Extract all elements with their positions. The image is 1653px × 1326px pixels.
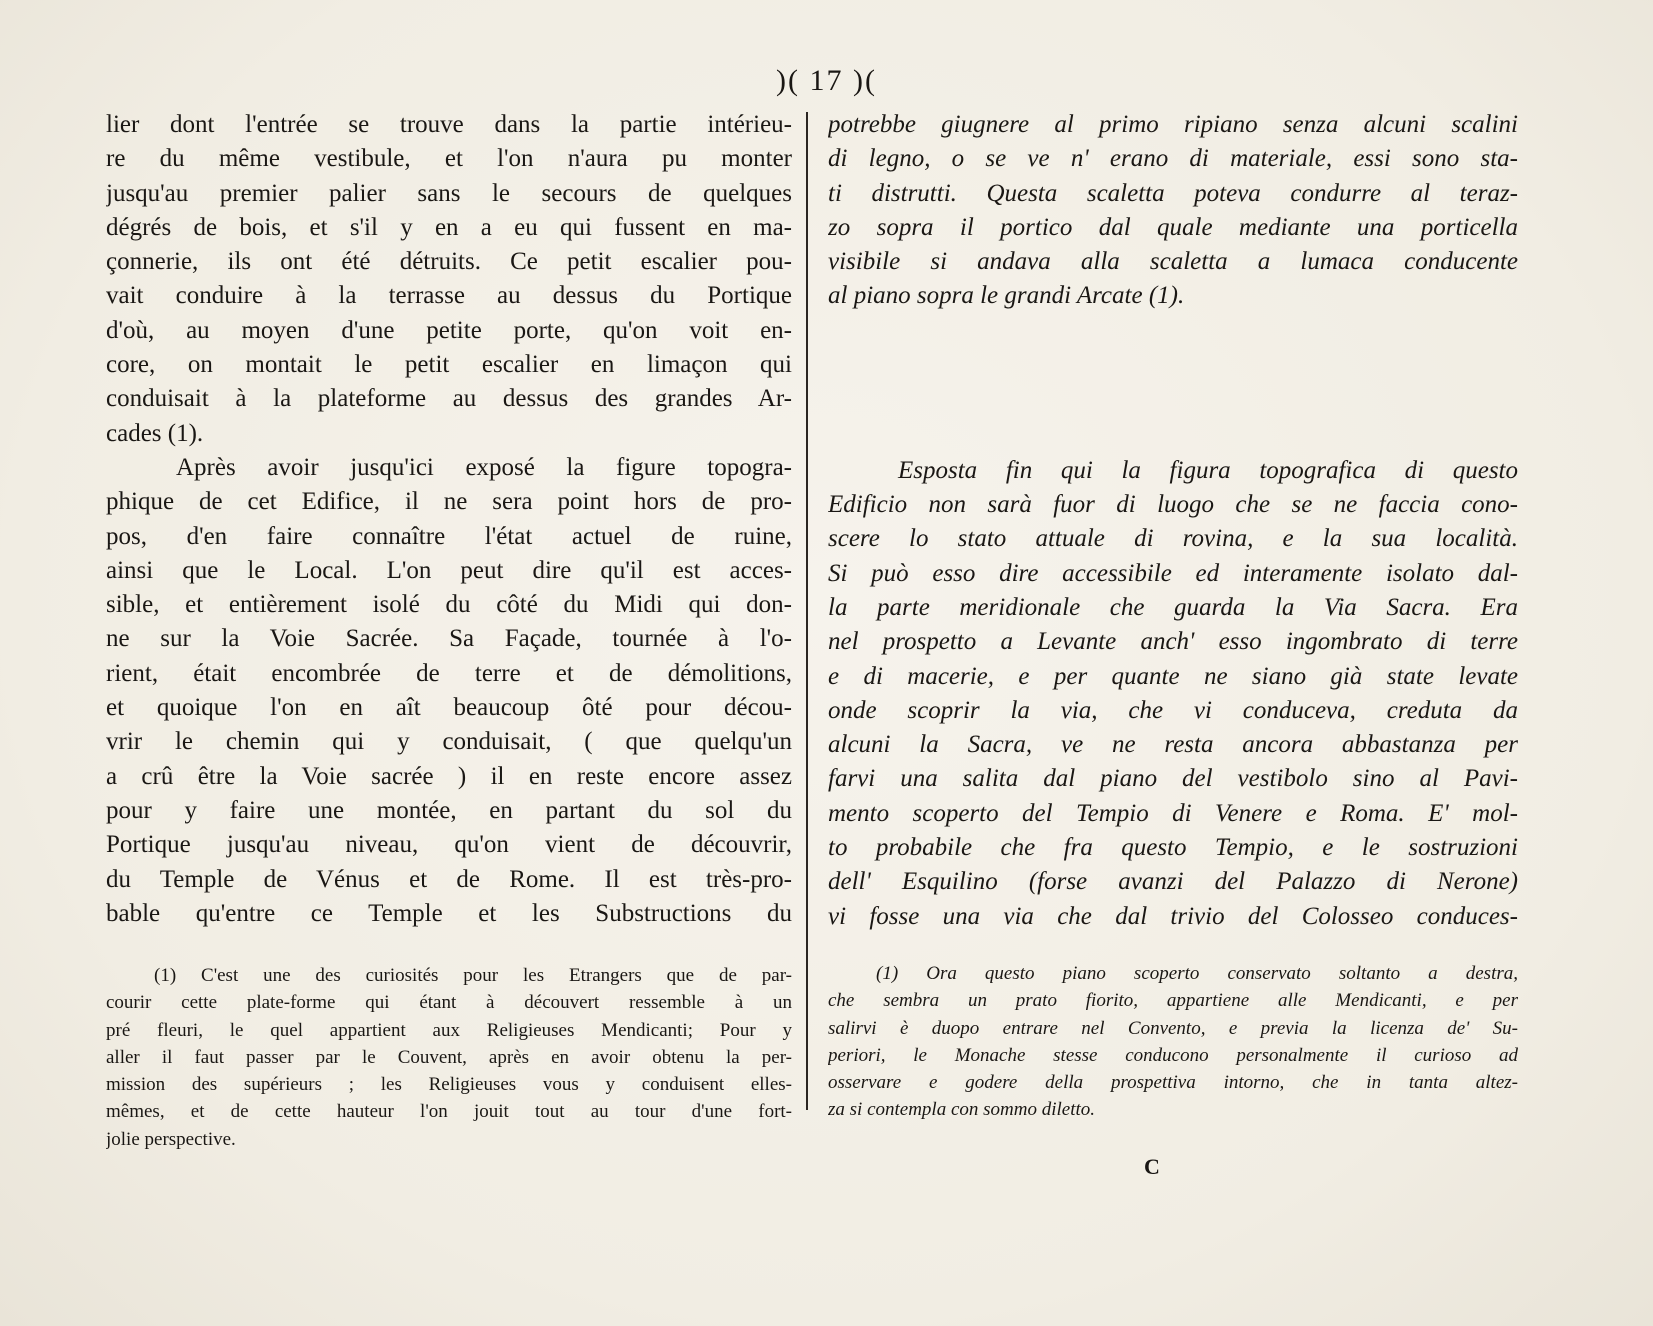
italian-line: la parte meridionale che guarda la Via Sacra. Era bbox=[828, 593, 1518, 621]
italian-footnote bbox=[828, 960, 1518, 1124]
italian-line: vi fosse una via che dal trivio del Colosseo conduces- bbox=[828, 902, 1518, 930]
french-line: ainsi que le Local. L'on peut dire qu'il est acces- bbox=[106, 556, 792, 584]
signature-mark: C bbox=[1144, 1154, 1160, 1179]
footnote-line: pré fleuri, le quel appartient aux Religieuses Mendicanti; Pour y bbox=[106, 1019, 792, 1041]
french-line: phique de cet Edifice, il ne sera point hors de pro- bbox=[106, 488, 792, 516]
footnote-line: periori, le Monache stesse conducono personalmente il curioso ad bbox=[828, 1044, 1518, 1066]
french-line: sible, et entièrement isolé du côté du Midi qui don- bbox=[106, 591, 792, 619]
french-column bbox=[106, 108, 792, 931]
footnote-line: mêmes, et de cette hauteur l'on jouit tout au tour d'une fort- bbox=[106, 1101, 792, 1123]
french-line: du Temple de Vénus et de Rome. Il est très-pro- bbox=[106, 865, 792, 893]
italian-line: scere lo stato attuale di rovina, e la sua località. bbox=[828, 525, 1518, 553]
french-line: re du même vestibule, et l'on n'aura pu monter bbox=[106, 145, 792, 173]
footnote-line: aller il faut passer par le Couvent, après en avoir obtenu la per- bbox=[106, 1046, 792, 1068]
italian-line: di legno, o se ve n' erano di materiale, essi sono sta- bbox=[828, 145, 1518, 173]
italian-paragraph-start: Esposta fin qui la figura topografica di questo bbox=[898, 456, 1518, 484]
italian-line: farvi una salita dal piano del vestibolo sino al Pavi- bbox=[828, 765, 1518, 793]
french-line: vrir le chemin qui y conduisait, ( que quelqu'un bbox=[106, 728, 792, 756]
italian-line: onde scoprir la via, che vi conduceva, creduta da bbox=[828, 696, 1518, 724]
italian-column bbox=[828, 108, 1518, 934]
french-line: et quoique l'on en aît beaucoup ôté pour décou- bbox=[106, 694, 792, 722]
italian-line: Edificio non sarà fuor di luogo che se ne faccia cono- bbox=[828, 491, 1518, 519]
italian-line: ti distrutti. Questa scaletta poteva condurre al teraz- bbox=[828, 179, 1518, 207]
italian-line: Si può esso dire accessibile ed interamente isolato dal- bbox=[828, 559, 1518, 587]
italian-line: zo sopra il portico dal quale mediante una porticella bbox=[828, 213, 1518, 241]
french-paragraph-start: Après avoir jusqu'ici exposé la figure topogra- bbox=[176, 453, 792, 481]
french-line: bable qu'entre ce Temple et les Substructions du bbox=[106, 899, 792, 927]
footnote-line: che sembra un prato fiorito, appartiene alle Mendicanti, e per bbox=[828, 990, 1518, 1012]
footnote-line: (1) Ora questo piano scoperto conservato soltanto a destra, bbox=[876, 963, 1518, 984]
french-line: vait conduire à la terrasse au dessus du Portique bbox=[106, 282, 792, 310]
footnote-line: za si contempla con sommo diletto. bbox=[828, 1099, 1096, 1121]
footnote-line: jolie perspective. bbox=[106, 1128, 236, 1150]
footnote-line: salirvi è duopo entrare nel Convento, e previa la licenza de' Su- bbox=[828, 1017, 1518, 1039]
french-line: pour y faire une montée, en partant du sol du bbox=[106, 796, 792, 824]
column-divider bbox=[806, 112, 808, 1110]
italian-line: potrebbe giugnere al primo ripiano senza alcuni scalini bbox=[828, 111, 1518, 138]
french-line: core, on montait le petit escalier en limaçon qui bbox=[106, 351, 792, 379]
french-line: a crû être la Voie sacrée ) il en reste encore assez bbox=[106, 762, 792, 790]
italian-line: nel prospetto a Levante anch' esso ingombrato di terre bbox=[828, 628, 1518, 656]
french-line: rient, était encombrée de terre et de démolitions, bbox=[106, 659, 792, 687]
french-line: pos, d'en faire connaître l'état actuel de ruine, bbox=[106, 522, 792, 550]
french-line: cades (1). bbox=[106, 419, 204, 447]
italian-line: al piano sopra le grandi Arcate (1). bbox=[828, 282, 1185, 310]
footnote-line: mission des supérieurs ; les Religieuses vous y conduisent elles- bbox=[106, 1074, 792, 1096]
footnote-line: osservare e godere della prospettiva intorno, che in tanta altez- bbox=[828, 1072, 1518, 1094]
french-line: jusqu'au premier palier sans le secours de quelques bbox=[106, 179, 792, 207]
italian-line: alcuni la Sacra, ve ne resta ancora abbastanza per bbox=[828, 731, 1518, 759]
italian-line: e di macerie, e per quante ne siano già state levate bbox=[828, 662, 1518, 690]
italian-line: mento scoperto del Tempio di Venere e Roma. E' mol- bbox=[828, 799, 1518, 827]
french-line: Portique jusqu'au niveau, qu'on vient de découvrir, bbox=[106, 831, 792, 859]
italian-line: to probabile che fra questo Tempio, e le sostruzioni bbox=[828, 834, 1518, 862]
french-line: dégrés de bois, et s'il y en a eu qui fussent en ma- bbox=[106, 213, 792, 241]
french-line: çonnerie, ils ont été détruits. Ce petit escalier pou- bbox=[106, 248, 792, 276]
italian-line: dell' Esquilino (forse avanzi del Palazzo di Nerone) bbox=[828, 868, 1518, 896]
italian-line: visibile si andava alla scaletta a lumaca conducente bbox=[828, 248, 1518, 276]
french-line: lier dont l'entrée se trouve dans la partie intérieu- bbox=[106, 111, 792, 138]
footnote-line: courir cette plate-forme qui étant à découvert ressemble à un bbox=[106, 992, 792, 1014]
page-number: )( 17 )( bbox=[776, 64, 877, 97]
french-line: d'où, au moyen d'une petite porte, qu'on voit en- bbox=[106, 316, 792, 344]
french-footnote bbox=[106, 962, 792, 1153]
french-line: ne sur la Voie Sacrée. Sa Façade, tournée à l'o- bbox=[106, 625, 792, 653]
paragraph-gap bbox=[828, 314, 1518, 454]
footnote-line: (1) C'est une des curiosités pour les Etrangers que de par- bbox=[154, 965, 792, 986]
french-line: conduisait à la plateforme au dessus des grandes Ar- bbox=[106, 385, 792, 413]
